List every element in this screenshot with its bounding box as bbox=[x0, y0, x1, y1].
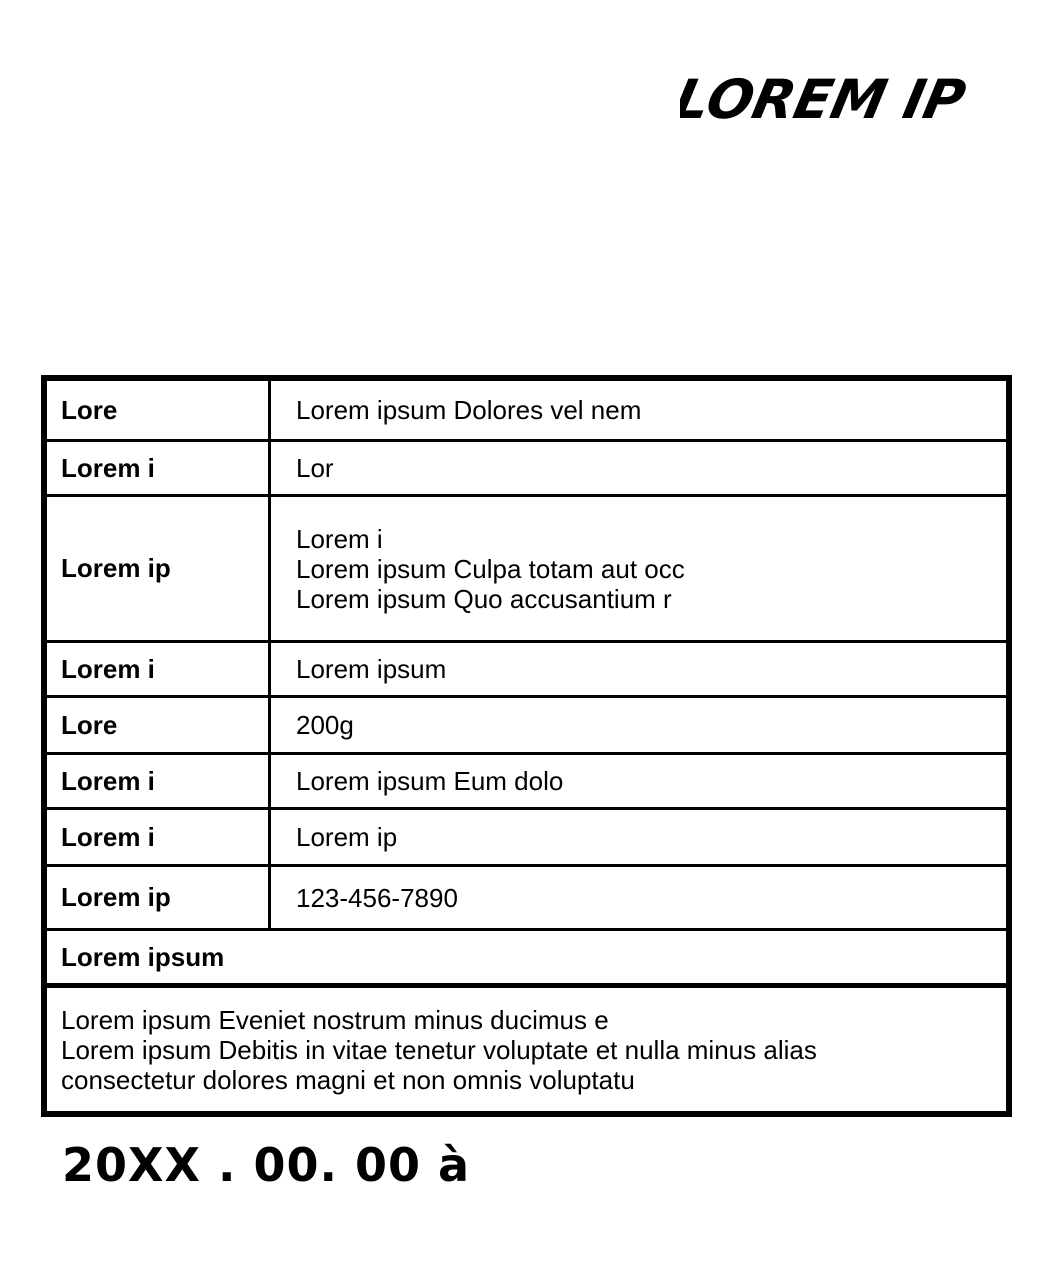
row-value-line: Lorem ipsum Culpa totam aut occ bbox=[296, 553, 685, 584]
row-value bbox=[271, 698, 1006, 752]
table-row bbox=[47, 442, 1006, 497]
row-value bbox=[271, 381, 1006, 439]
row-value-line: 123-456-7890 bbox=[296, 882, 458, 913]
row-value-line: Lorem ipsum bbox=[296, 654, 447, 684]
table-row bbox=[47, 698, 1006, 755]
row-value-line: Lorem ipsum Dolores vel nem bbox=[296, 395, 642, 425]
row-label: Lore bbox=[47, 381, 271, 439]
section-line: Lorem ipsum Debitis in vitae tenetur voluptate et nulla minus alias bbox=[61, 1034, 817, 1065]
row-value-line: Lor bbox=[296, 453, 334, 483]
spec-table bbox=[41, 375, 1012, 1117]
table-row bbox=[47, 497, 1006, 643]
table-row bbox=[47, 755, 1006, 810]
section-title: Lorem ipsum bbox=[47, 928, 1006, 988]
row-label: Lorem i bbox=[47, 643, 271, 695]
row-value-line: Lorem ip bbox=[296, 822, 398, 852]
section-body bbox=[47, 988, 1006, 1111]
row-value bbox=[271, 442, 1006, 494]
brand-logo-text: LOREM IP bbox=[680, 67, 971, 131]
row-value bbox=[271, 867, 1006, 928]
table-row bbox=[47, 381, 1006, 442]
section-line: Lorem ipsum Eveniet nostrum minus ducimus e bbox=[61, 1004, 609, 1035]
date-text: 20XX . 00. 00 à bbox=[62, 1138, 471, 1192]
section-line: consectetur dolores magni et non omnis voluptatu bbox=[61, 1064, 635, 1095]
row-value bbox=[271, 810, 1006, 864]
row-label: Lorem ip bbox=[47, 867, 271, 928]
row-value-line: Lorem ipsum Quo accusantium r bbox=[296, 583, 672, 614]
row-label: Lorem i bbox=[47, 810, 271, 864]
table-row bbox=[47, 810, 1006, 867]
table-row bbox=[47, 643, 1006, 698]
row-value-line: 200g bbox=[296, 710, 354, 740]
row-value bbox=[271, 497, 1006, 640]
brand-logo bbox=[680, 58, 980, 138]
table-row bbox=[47, 867, 1006, 928]
row-value-line: Lorem i bbox=[296, 523, 383, 554]
row-label: Lorem i bbox=[47, 755, 271, 807]
row-value-line: Lorem ipsum Eum dolo bbox=[296, 766, 564, 796]
row-value bbox=[271, 643, 1006, 695]
row-label: Lorem i bbox=[47, 442, 271, 494]
row-label: Lorem ip bbox=[47, 497, 271, 640]
row-label: Lore bbox=[47, 698, 271, 752]
row-value bbox=[271, 755, 1006, 807]
